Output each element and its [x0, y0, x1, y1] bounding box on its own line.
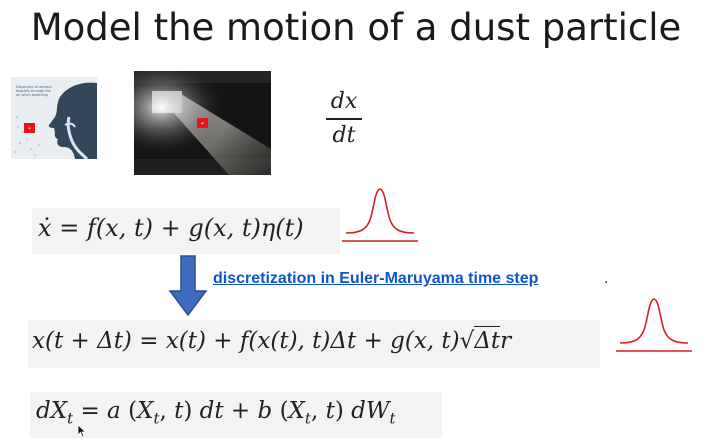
light-beam-photo: [134, 71, 271, 175]
sde-noise-term: g(x, t)η(t): [188, 214, 304, 242]
derivative-denominator: dt: [332, 122, 356, 148]
euler-lhs: x(t + Δt): [32, 328, 132, 354]
gaussian-curve-icon: [614, 294, 694, 354]
euler-equation: x(t + Δt) = x(t) + f(x(t), t)Δt + g(x, t)√Δtr: [32, 328, 512, 354]
ito-lhs: dX: [36, 398, 68, 424]
euler-drift-term: f(x(t), t)Δt: [239, 328, 357, 354]
gaussian-curve-icon: [340, 184, 420, 244]
svg-text:droplets through the: droplets through the: [16, 89, 51, 93]
sqrt-symbol: √: [459, 328, 475, 354]
derivative-numerator: dx: [330, 89, 358, 114]
ito-diffusion-coefficient: b: [257, 398, 273, 424]
ito-time-2: t: [325, 398, 335, 424]
ito-dw-subscript: t: [389, 409, 396, 428]
respiratory-illustration: [11, 77, 97, 159]
slide-title: Model the motion of a dust particle: [30, 6, 682, 49]
ito-drift-coefficient: a: [107, 398, 121, 424]
ito-time-1: t: [174, 398, 184, 424]
sde-drift-term: f(x, t): [86, 214, 153, 242]
sde-equation: ẋ = f(x, t) + g(x, t)η(t): [38, 214, 304, 242]
link-period: .: [604, 270, 609, 287]
ito-state-2-subscript: t: [304, 409, 311, 428]
derivative-fraction: [322, 88, 366, 150]
ito-equation: $dX_t = a$ ($X_t$, t) dt + b ($X_t$, t) $dW_t$: [36, 398, 396, 428]
euler-random-variable: r: [500, 328, 512, 354]
sde-lhs: ẋ: [38, 214, 52, 242]
fraction-bar: [326, 118, 362, 120]
ito-dw: dW: [351, 398, 390, 424]
svg-text:air when breathing: air when breathing: [16, 93, 49, 97]
svg-text:Dispersion of aerosol: Dispersion of aerosol: [16, 85, 52, 89]
ito-lhs-subscript: t: [67, 409, 74, 428]
ito-dt: dt: [199, 398, 224, 424]
down-arrow-icon: [168, 255, 208, 317]
mouse-cursor-icon: [77, 424, 87, 438]
euler-diffusion-term: g(x, t): [390, 328, 460, 354]
euler-maruyama-link[interactable]: discretization in Euler-Maruyama time step: [213, 270, 539, 287]
ito-state-2: X: [288, 398, 305, 424]
ito-state-1-subscript: t: [153, 409, 160, 428]
sqrt-content: Δt: [474, 328, 501, 354]
ito-state-1: X: [137, 398, 154, 424]
euler-state-term: x(t): [165, 328, 206, 354]
